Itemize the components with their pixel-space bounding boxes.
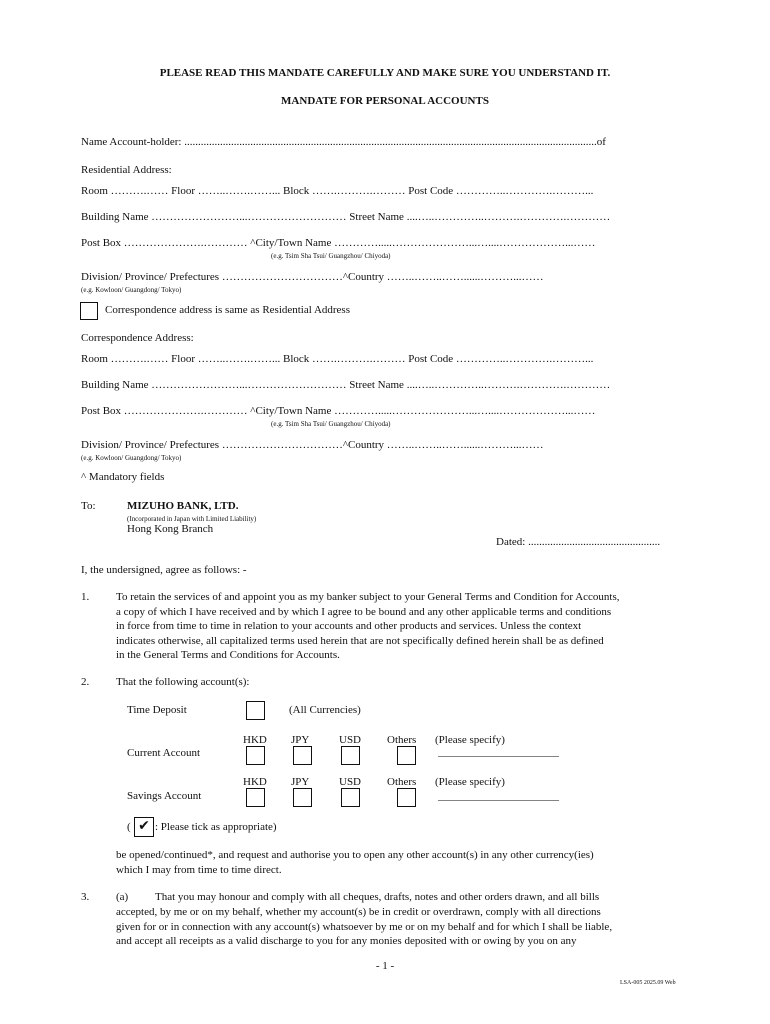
savings-hkd-label: HKD (243, 776, 267, 788)
correspondence-heading: Correspondence Address: (81, 332, 194, 344)
correspondence-division-example: (e.g. Kowloon/ Guangdong/ Tokyo) (81, 454, 182, 462)
clause1-text (116, 590, 696, 663)
savings-account-label: Savings Account (127, 790, 202, 802)
savings-jpy-label: JPY (291, 776, 310, 788)
savings-specify-field[interactable]: ______________________ (438, 790, 559, 802)
residential-room-floor-block-postcode[interactable]: Room ……….…… Floor ……..…….……... Block …….……….……… Post Code …………..………….………... (81, 185, 594, 197)
correspondence-city-example: (e.g. Tsim Sha Tsui/ Guangzhou/ Chiyoda) (271, 420, 391, 428)
page-number: - 1 - (375, 960, 395, 972)
clause1-line: in the General Terms and Conditions for Accounts. (116, 649, 340, 661)
current-others-label: Others (387, 734, 417, 746)
correspondence-building-street[interactable]: Building Name ……………………...……………………… Street Name ....…..…………..……….………….………… (81, 379, 611, 391)
same-address-label: Correspondence address is same as Residential Address (105, 304, 350, 316)
incorporated-note: (Incorporated in Japan with Limited Liability) (127, 515, 257, 523)
name-account-holder-field[interactable]: Name Account-holder: ......................................................................................................................................................of (81, 136, 606, 148)
clause2-after-line: which I may from time to time direct. (116, 863, 282, 876)
residential-division-example: (e.g. Kowloon/ Guangdong/ Tokyo) (81, 286, 182, 294)
tick-note-open: ( (127, 821, 131, 833)
time-deposit-checkbox[interactable] (246, 701, 265, 720)
clause2-number: 2. (81, 676, 90, 688)
savings-hkd-checkbox[interactable] (246, 788, 265, 807)
branch-name: Hong Kong Branch (127, 523, 214, 535)
intro-text: I, the undersigned, agree as follows: - (81, 564, 247, 576)
clause3-line: given for or in connection with any account(s) whatsoever by me or on my behalf and for which I shall be liable, (116, 920, 613, 933)
current-account-label: Current Account (127, 747, 201, 759)
residential-city-example: (e.g. Tsim Sha Tsui/ Guangzhou/ Chiyoda) (271, 252, 391, 260)
correspondence-postbox-city[interactable]: Post Box ………………….………… ^City/Town Name ………….....…………………...…....………………...…… (81, 405, 596, 417)
savings-please-specify: (Please specify) (435, 776, 505, 788)
residential-building-street[interactable]: Building Name ……………………...……………………… Street Name ....…..…………..……….………….………… (81, 211, 611, 223)
clause1-line: a copy of which I have received and by which I agree to be bound and any other applicable terms and conditions (116, 605, 612, 618)
form-code: LSA-005 2025.09 Web (620, 980, 676, 986)
correspondence-room-floor-block-postcode[interactable]: Room ……….…… Floor ……..…….……... Block …….……….……… Post Code …………..………….………... (81, 353, 594, 365)
residential-heading: Residential Address: (81, 164, 172, 176)
clause2-after-text (116, 848, 696, 877)
notice-heading: PLEASE READ THIS MANDATE CAREFULLY AND MAKE SURE YOU UNDERSTAND IT. (159, 67, 611, 79)
clause3-number: 3. (81, 891, 90, 903)
clause3-first-line: That you may honour and comply with all cheques, drafts, notes and other orders drawn, and all bills (155, 891, 600, 903)
time-deposit-label: Time Deposit (127, 704, 187, 716)
all-currencies-label: (All Currencies) (289, 704, 361, 716)
current-hkd-label: HKD (243, 734, 267, 746)
clause3-line: and accept all receipts as a valid discharge to you for any monies deposited with or owing by you on any (116, 935, 577, 947)
savings-jpy-checkbox[interactable] (293, 788, 312, 807)
current-others-checkbox[interactable] (397, 746, 416, 765)
dated-field[interactable]: Dated: ................................................ (496, 536, 661, 548)
savings-usd-checkbox[interactable] (341, 788, 360, 807)
tick-note-text: : Please tick as appropriate) (155, 821, 277, 833)
clause1-number: 1. (81, 591, 90, 603)
residential-postbox-city[interactable]: Post Box ………………….………… ^City/Town Name ………….....…………………...…....………………...…… (81, 237, 596, 249)
checkmark-icon: ✔ (138, 818, 150, 834)
current-please-specify: (Please specify) (435, 734, 505, 746)
clause2-after-line: be opened/continued*, and request and authorise you to open any other account(s) in any other currency(ies) (116, 849, 594, 861)
residential-division-country[interactable]: Division/ Province/ Prefectures ……………………………^Country ……..……..……......………...…… (81, 271, 544, 283)
correspondence-division-country[interactable]: Division/ Province/ Prefectures ……………………………^Country ……..……..……......………...…… (81, 439, 544, 451)
current-jpy-checkbox[interactable] (293, 746, 312, 765)
current-jpy-label: JPY (291, 734, 310, 746)
to-label: To: (81, 500, 96, 512)
mandatory-fields-note: ^ Mandatory fields (81, 471, 165, 483)
page-title: MANDATE FOR PERSONAL ACCOUNTS (281, 95, 489, 107)
clause1-line: To retain the services of and appoint you as my banker subject to your General Terms and Condition for Accounts, (116, 591, 620, 603)
bank-name: MIZUHO BANK, LTD. (127, 500, 239, 512)
clause2-text: That the following account(s): (116, 676, 250, 688)
current-usd-checkbox[interactable] (341, 746, 360, 765)
clause3-sub-number: (a) (116, 891, 129, 903)
clause3-line: accepted, by me or on my behalf, whether my account(s) be in credit or overdrawn, comply with all directions (116, 906, 601, 918)
clause3-text (116, 905, 696, 949)
current-usd-label: USD (339, 734, 362, 746)
clause1-line: indicates otherwise, all capitalized terms used herein that are not specifically defined herein shall be as defined (116, 634, 604, 647)
tick-example-checkbox (134, 817, 154, 837)
current-specify-field[interactable]: ______________________ (438, 746, 559, 758)
clause1-line: in force from time to time in relation to your accounts and other products and services. Unless the context (116, 620, 582, 632)
same-address-checkbox[interactable] (80, 302, 98, 320)
savings-others-checkbox[interactable] (397, 788, 416, 807)
current-hkd-checkbox[interactable] (246, 746, 265, 765)
savings-usd-label: USD (339, 776, 362, 788)
savings-others-label: Others (387, 776, 417, 788)
